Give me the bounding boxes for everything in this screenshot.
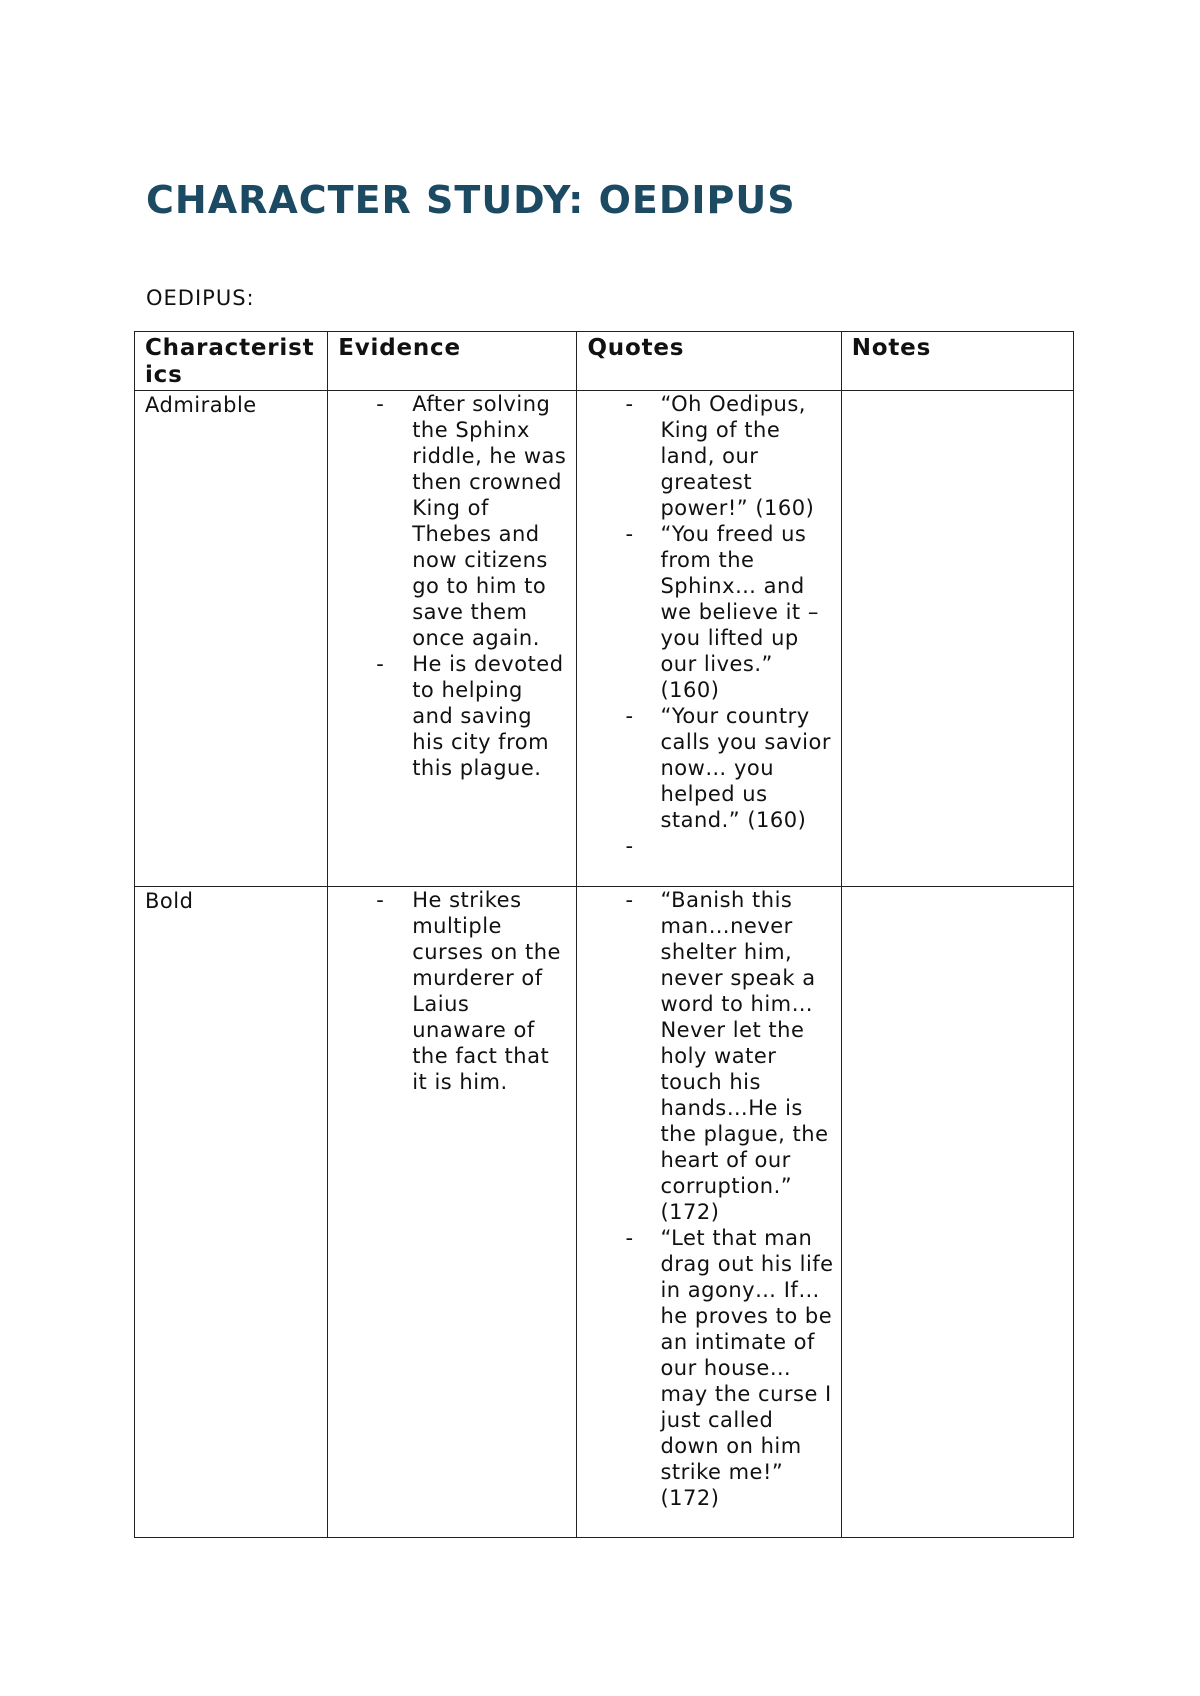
quotes-cell [577, 391, 841, 887]
quote-item: - “You freed us from the Sphinx… and we believe it – you lifted up our lives.” (160) [577, 521, 840, 703]
characteristic-cell: Bold [135, 887, 328, 1538]
quote-item: - “Your country calls you savior now… you helped us stand.” (160) [577, 703, 840, 833]
quote-item: - “Oh Oedipus, King of the land, our greatest power!” (160) [577, 391, 840, 521]
evidence-cell [328, 887, 577, 1538]
page-title: CHARACTER STUDY: OEDIPUS [146, 178, 796, 222]
evidence-list [328, 887, 576, 1095]
table-row [135, 887, 1074, 1538]
evidence-list [328, 391, 576, 781]
header-quotes: Quotes [577, 332, 841, 391]
notes-cell [841, 391, 1073, 887]
evidence-item: - After solving the Sphinx riddle, he was then crowned King of Thebes and now citizens go to him to save them once again. [328, 391, 576, 651]
characteristic-cell: Admirable [135, 391, 328, 887]
quotes-list [577, 887, 840, 1511]
quotes-list [577, 391, 840, 859]
evidence-cell [328, 391, 577, 887]
quote-item-empty [577, 833, 840, 859]
quote-item: - “Let that man drag out his life in agony… If… he proves to be an intimate of our house…may the curse I just called down on him strike me!” (172) [577, 1225, 840, 1511]
evidence-item: - He is devoted to helping and saving his city from this plague. [328, 651, 576, 781]
evidence-item: - He strikes multiple curses on the murderer of Laius unaware of the fact that it is him. [328, 887, 576, 1095]
section-heading: OEDIPUS: [146, 286, 255, 310]
header-evidence: Evidence [328, 332, 577, 391]
character-study-table [134, 331, 1074, 1538]
quotes-cell [577, 887, 841, 1538]
table-header-row [135, 332, 1074, 391]
quote-item: - “Banish this man…never shelter him, never speak a word to him… Never let the holy water touch his hands…He is the plague, the heart of our corruption.” (172) [577, 887, 840, 1225]
table-row [135, 391, 1074, 887]
notes-cell [841, 887, 1073, 1538]
header-characteristics: Characterist ics [135, 332, 328, 391]
header-notes: Notes [841, 332, 1073, 391]
